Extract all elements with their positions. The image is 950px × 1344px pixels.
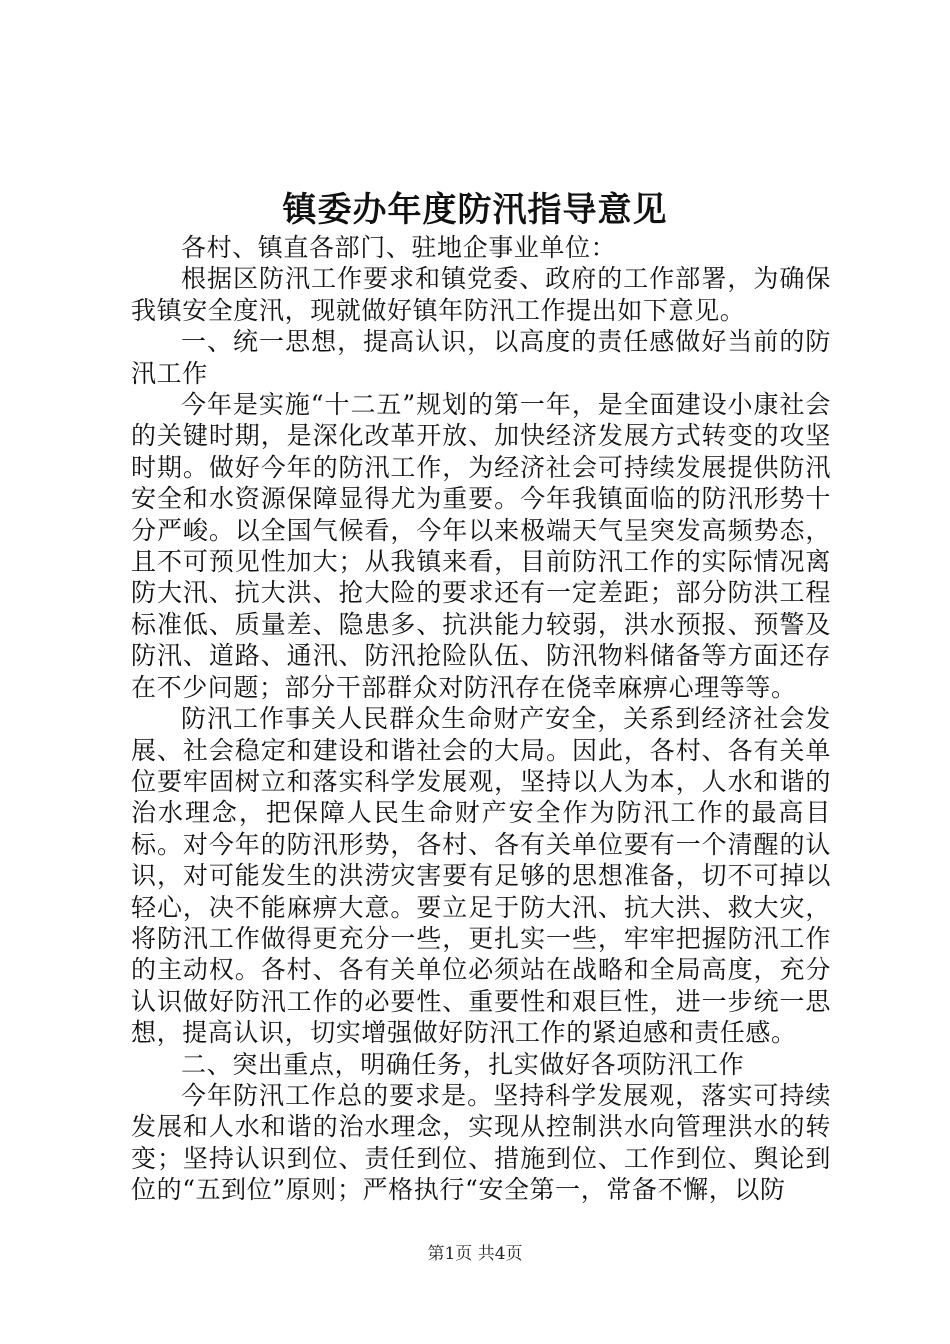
body-paragraph: 今年防汛工作总的要求是。坚持科学发展观，落实可持续发展和人水和谐的治水理念，实现从控制洪水向管理洪水的转变；坚持认识到位、责任到位、措施到位、工作到位、舆论到位的“五到位”原则；严格执行“安全第一，常备不懈，以防	[131, 1080, 831, 1205]
body-paragraph: 今年是实施“十二五”规划的第一年，是全面建设小康社会的关键时期，是深化改革开放、加快经济发展方式转变的攻坚时期。做好今年的防汛工作，为经济社会可持续发展提供防汛安全和水资源保障显得尤为重要。今年我镇面临的防汛形势十分严峻。以全国气候看，今年以来极端天气呈突发高频势态，且不可预见性加大；从我镇来看，目前防汛工作的实际情况离防大汛、抗大洪、抢大险的要求还有一定差距；部分防洪工程标准低、质量差、隐患多、抗洪能力较弱，洪水预报、预警及防汛、道路、通汛、防汛抢险队伍、防汛物料储备等方面还存在不少问题；部分干部群众对防汛存在侥幸麻痹心理等等。	[131, 390, 831, 702]
page-footer: 第1页 共4页	[427, 1244, 523, 1264]
body-paragraph: 防汛工作事关人民群众生命财产安全，关系到经济社会发展、社会稳定和建设和谐社会的大局。因此，各村、各有关单位要牢固树立和落实科学发展观，坚持以人为本，人水和谐的治水理念，把保障人民生命财产安全作为防汛工作的最高目标。对今年的防汛形势，各村、各有关单位要有一个清醒的认识，对可能发生的洪涝灾害要有足够的思想准备，切不可掉以轻心，决不能麻痹大意。要立足于防大汛、抗大洪、救大灾，将防汛工作做得更充分一些，更扎实一些，牢牢把握防汛工作的主动权。各村、各有关单位必须站在战略和全局高度，充分认识做好防汛工作的必要性、重要性和艰巨性，进一步统一思想，提高认识，切实增强做好防汛工作的紧迫感和责任感。	[131, 704, 831, 1048]
salutation: 各村、镇直各部门、驻地企事业单位：	[181, 233, 617, 262]
section-heading-2: 二、突出重点，明确任务，扎实做好各项防汛工作	[181, 1049, 745, 1079]
section-heading-1: 一、统一思想，提高认识，以高度的责任感做好当前的防汛工作	[131, 327, 831, 388]
document-title: 镇委办年度防汛指导意见	[282, 190, 668, 230]
intro-paragraph: 根据区防汛工作要求和镇党委、政府的工作部署，为确保我镇安全度汛，现就做好镇年防汛工作提出如下意见。	[131, 264, 831, 325]
document-body	[131, 232, 831, 1206]
